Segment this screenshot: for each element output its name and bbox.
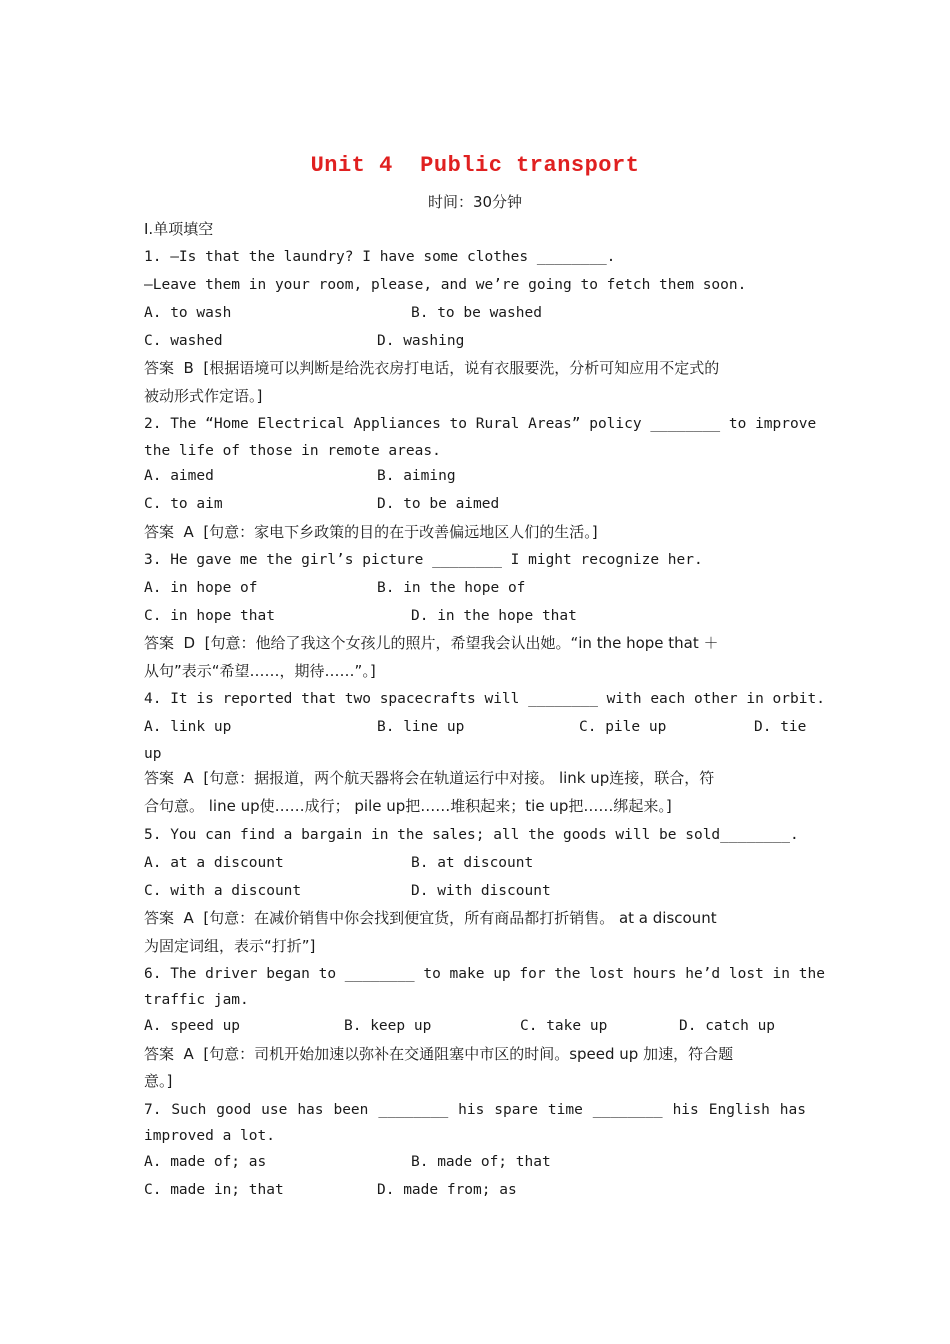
question-3-options-row2 — [144, 605, 806, 627]
question-6-stem: 6. The driver began to ________ to make up for the lost hours he’d lost in the — [144, 966, 825, 982]
answer-1: 答案 B [根据语境可以判断是给洗衣房打电话，说有衣服要洗，分析可知应用不定式的 — [144, 359, 720, 377]
option-c: C. take up — [520, 1018, 608, 1034]
question-7-stem: 7. Such good use has been ________ his spare time ________ his English has — [144, 1102, 806, 1118]
question-5-options-row1 — [144, 852, 806, 874]
option-d: D. washing — [377, 333, 465, 349]
option-d: D. tie — [754, 719, 807, 735]
question-7-options-row1 — [144, 1151, 806, 1173]
question-2-options-row2 — [144, 493, 806, 515]
question-1-options-row1 — [144, 302, 806, 324]
question-4-options — [144, 716, 806, 738]
option-b: B. made of; that — [411, 1154, 551, 1170]
option-b: B. aiming — [377, 468, 456, 484]
question-1-stem: 1. —Is that the laundry? I have some clothes ________. — [144, 249, 616, 265]
question-4-stem: 4. It is reported that two spacecrafts will ________ with each other in orbit. — [144, 691, 825, 707]
section-heading: Ⅰ.单项填空 — [144, 220, 214, 238]
option-d: D. in the hope that — [411, 608, 577, 624]
option-a: A. link up — [144, 719, 232, 735]
option-c: C. to aim — [144, 496, 223, 512]
option-d: D. catch up — [679, 1018, 776, 1034]
option-d: D. to be aimed — [377, 496, 500, 512]
page-title: Unit 4 Public transport — [310, 153, 640, 178]
question-6-options — [144, 1015, 806, 1037]
question-2-stem-line2: the life of those in remote areas. — [144, 443, 441, 459]
answer-3: 答案 D [句意：他给了我这个女孩儿的照片，希望我会认出她。“in the hope that ＋ — [144, 634, 719, 652]
option-d-continued: up — [144, 746, 162, 762]
option-a: A. aimed — [144, 468, 214, 484]
option-d: D. with discount — [411, 883, 551, 899]
question-3-stem: 3. He gave me the girl’s picture ________ I might recognize her. — [144, 552, 703, 568]
question-2-stem: 2. The “Home Electrical Appliances to Rural Areas” policy ________ to improve — [144, 416, 817, 432]
answer-6: 答案 A [句意：司机开始加速以弥补在交通阻塞中市区的时间。speed up 加速，符合题 — [144, 1045, 734, 1063]
option-b: B. keep up — [344, 1018, 432, 1034]
question-1-stem-line2: —Leave them in your room, please, and we’re going to fetch them soon. — [144, 277, 747, 293]
question-1-options-row2 — [144, 330, 806, 352]
option-c: C. in hope that — [144, 608, 275, 624]
question-7-options-row2 — [144, 1179, 806, 1201]
option-a: A. at a discount — [144, 855, 284, 871]
answer-5: 答案 A [句意：在减价销售中你会找到便宜货，所有商品都打折销售。 at a discount — [144, 909, 717, 927]
question-5-stem: 5. You can find a bargain in the sales; all the goods will be sold________. — [144, 827, 799, 843]
option-a: A. speed up — [144, 1018, 241, 1034]
question-7-stem-line2: improved a lot. — [144, 1128, 275, 1144]
question-3-options-row1 — [144, 577, 806, 599]
answer-1-line2: 被动形式作定语。] — [144, 387, 263, 405]
answer-5-line2: 为固定词组，表示“打折”] — [144, 937, 316, 955]
answer-6-line2: 意。] — [144, 1072, 173, 1090]
option-c: C. made in; that — [144, 1182, 284, 1198]
option-b: B. to be washed — [411, 305, 542, 321]
option-c: C. washed — [144, 333, 223, 349]
question-5-options-row2 — [144, 880, 806, 902]
option-a: A. made of; as — [144, 1154, 267, 1170]
time-limit: 时间：30分钟 — [427, 193, 523, 211]
answer-3-line2: 从句”表示“希望……，期待……”。] — [144, 662, 376, 680]
option-d: D. made from; as — [377, 1182, 517, 1198]
option-a: A. to wash — [144, 305, 232, 321]
option-c: C. pile up — [579, 719, 667, 735]
option-c: C. with a discount — [144, 883, 302, 899]
question-2-options-row1 — [144, 465, 806, 487]
question-6-stem-line2: traffic jam. — [144, 992, 249, 1008]
option-b: B. in the hope of — [377, 580, 526, 596]
answer-2: 答案 A [句意：家电下乡政策的目的在于改善偏远地区人们的生活。] — [144, 523, 598, 541]
answer-4: 答案 A [句意：据报道，两个航天器将会在轨道运行中对接。 link up连接，联合，符 — [144, 769, 715, 787]
answer-4-line2: 合句意。 line up使……成行； pile up把……堆积起来；tie up把……绑起来。] — [144, 797, 672, 815]
option-b: B. at discount — [411, 855, 534, 871]
option-b: B. line up — [377, 719, 465, 735]
option-a: A. in hope of — [144, 580, 258, 596]
